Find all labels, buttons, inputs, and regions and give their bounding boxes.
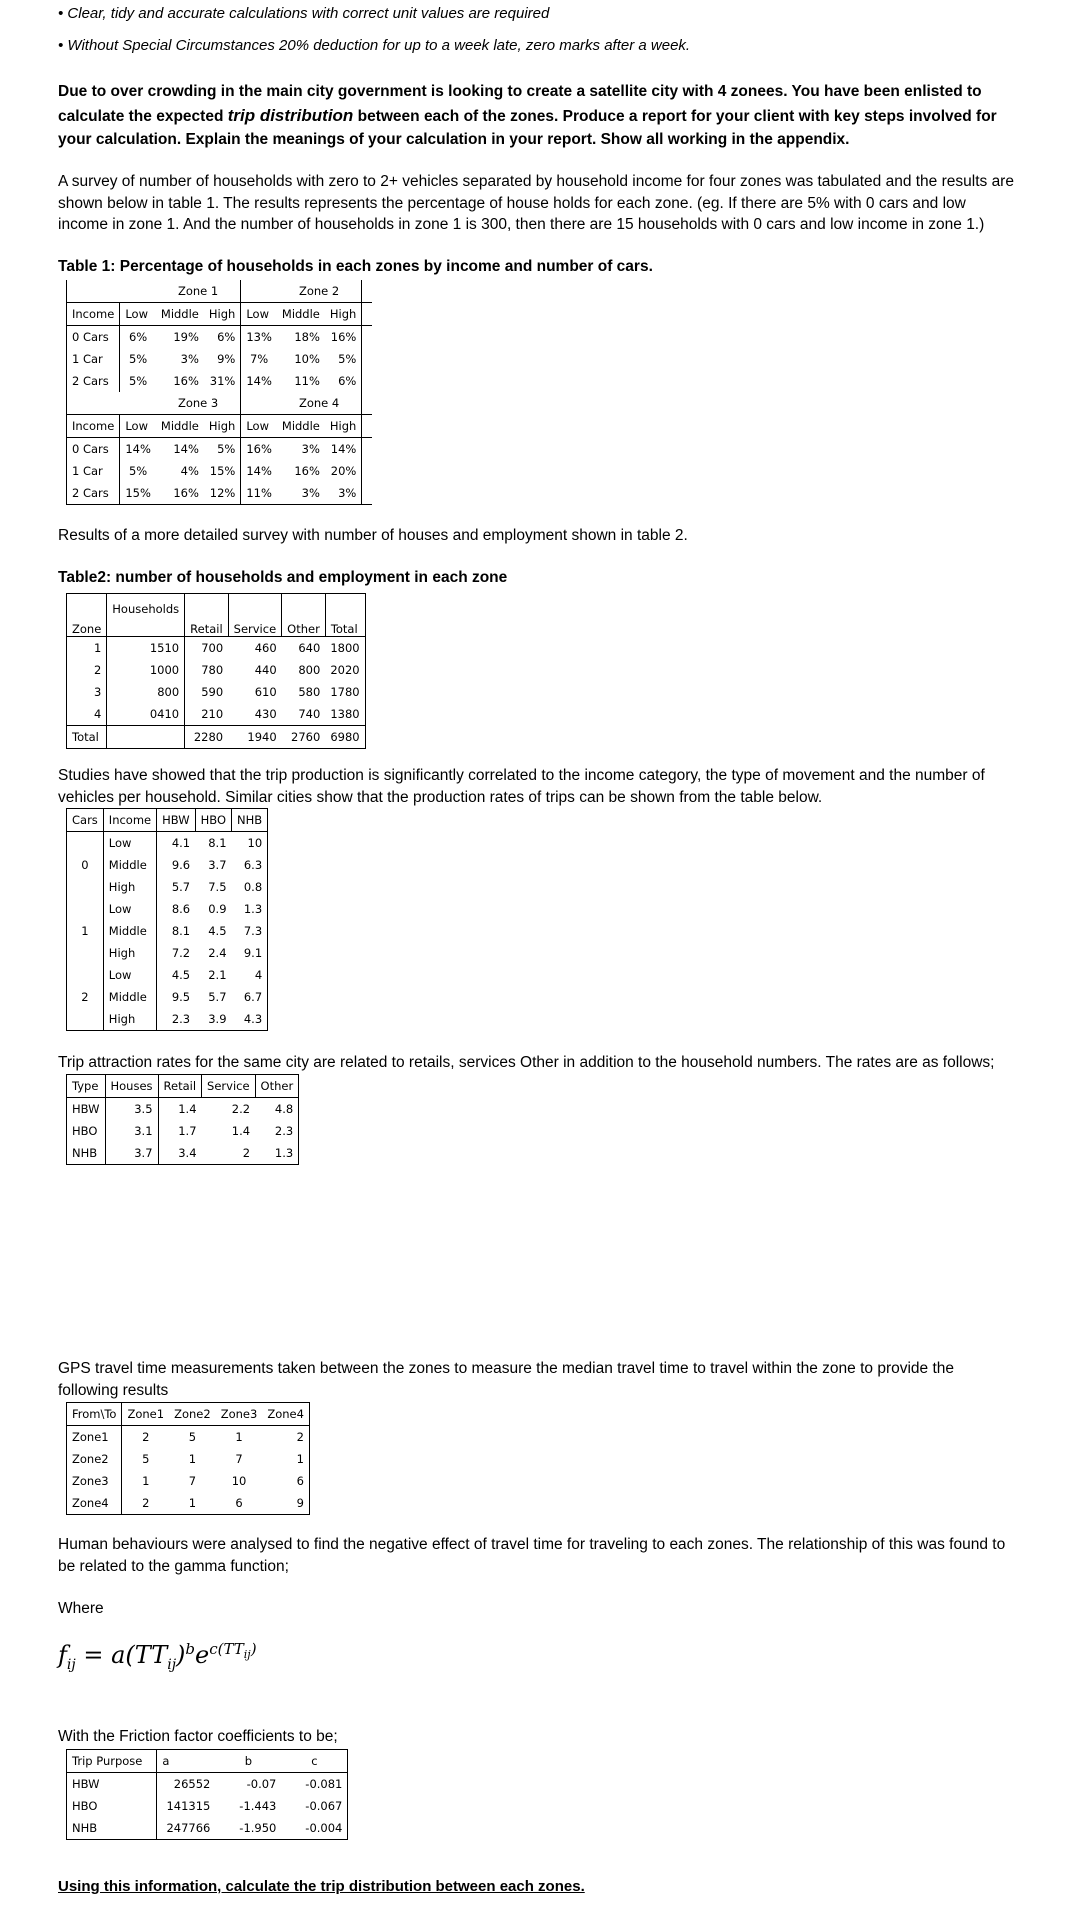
- cell: 3.7: [208, 858, 227, 872]
- col-header: Middle: [281, 307, 320, 321]
- cell: 1940: [247, 730, 277, 744]
- formula-sub: ij: [167, 1656, 177, 1673]
- cell: 1: [262, 1448, 309, 1470]
- zone-header: Zone 1: [177, 284, 219, 298]
- income-label: High: [103, 942, 156, 964]
- cell: 15%: [209, 464, 236, 478]
- cell: 10: [231, 1474, 247, 1488]
- cell: 9.6: [171, 858, 191, 872]
- zone-id: 2: [67, 659, 107, 681]
- col-header: Zone3: [220, 1407, 258, 1421]
- cell: 0.9: [208, 902, 227, 916]
- row-label: 0 Cars: [67, 326, 120, 349]
- cell: 2.3: [255, 1120, 299, 1142]
- col-header: Houses: [105, 1075, 158, 1098]
- friction-coefficients-table: [66, 1749, 348, 1840]
- col-header: Retail: [158, 1075, 202, 1098]
- formula-f: f: [58, 1641, 67, 1669]
- cell: 2.2: [231, 1102, 251, 1116]
- table1-households-by-income: [66, 280, 372, 505]
- gps-description: GPS travel time measurements taken between the zones to measure the median travel time to travel within the zone to provide the following results: [58, 1360, 955, 1399]
- col-header: Zone1: [127, 1407, 165, 1421]
- col-header: Income: [67, 303, 120, 326]
- cell: 590: [201, 685, 224, 699]
- cell: 8.1: [171, 924, 191, 938]
- cell: 2020: [325, 659, 365, 681]
- cell: 1.4: [231, 1124, 251, 1138]
- cell: 16%: [325, 326, 362, 349]
- cell: 3.1: [105, 1120, 158, 1142]
- cell: 6%: [217, 330, 236, 344]
- cell: 1780: [325, 681, 365, 703]
- cell: 740: [298, 707, 321, 721]
- cell: 141315: [166, 1799, 211, 1813]
- final-instruction: Using this information, calculate the trip distribution between each zones.: [58, 1878, 585, 1895]
- cell: 247766: [166, 1821, 211, 1835]
- zone-header: Zone 4: [298, 396, 340, 410]
- col-header: Households: [107, 594, 185, 637]
- cell: 3.5: [105, 1098, 158, 1121]
- col-header: Service: [228, 594, 282, 637]
- cell: 14%: [325, 438, 362, 461]
- cell: 2: [242, 1146, 251, 1160]
- col-header: Cars: [67, 809, 104, 832]
- purpose-label: HBW: [67, 1773, 157, 1796]
- bullet-accuracy: • Clear, tidy and accurate calculations with correct unit values are required: [58, 5, 550, 22]
- income-label: Middle: [103, 986, 156, 1008]
- cars-count: 0: [67, 854, 104, 876]
- cell: 1: [188, 1496, 197, 1510]
- cell: 7%: [241, 348, 277, 370]
- col-header: a: [162, 1754, 170, 1768]
- type-label: HBW: [67, 1098, 106, 1121]
- cell: 3.4: [178, 1146, 197, 1160]
- type-label: NHB: [67, 1142, 106, 1165]
- col-header: Low: [125, 419, 148, 433]
- cell: 2: [142, 1496, 150, 1510]
- cell: 5: [188, 1430, 197, 1444]
- trip-attraction-rates-table: [66, 1074, 299, 1165]
- col-header: From\To: [67, 1403, 122, 1426]
- table1-title: Table 1: Percentage of households in each zones by income and number of cars.: [58, 258, 653, 275]
- formula-exp-c: c(TT: [209, 1640, 244, 1658]
- col-header: Zone: [67, 594, 107, 637]
- row-label: Zone2: [67, 1448, 122, 1470]
- col-header: Service: [202, 1075, 256, 1098]
- row-label: Zone3: [67, 1470, 122, 1492]
- cell: 1.3: [232, 898, 268, 920]
- cars-count: 2: [67, 986, 104, 1008]
- formula-sub: ij: [66, 1656, 76, 1673]
- cell: 6: [235, 1496, 243, 1510]
- col-header: Middle: [281, 419, 320, 433]
- col-header: Other: [282, 594, 326, 637]
- cell: 800: [107, 681, 185, 703]
- cell: 1.4: [178, 1102, 197, 1116]
- cell: 7.3: [232, 920, 268, 942]
- col-header: High: [325, 415, 362, 438]
- cell: 2.4: [208, 946, 227, 960]
- cell: 16%: [173, 486, 199, 500]
- row-label: 1 Car: [67, 348, 120, 370]
- cell: 20%: [325, 460, 362, 482]
- attraction-description: Trip attraction rates for the same city are related to retails, services Other in addition to the household numbers. The rates are as follows;: [58, 1054, 995, 1071]
- cell: 6%: [128, 330, 148, 344]
- zone-id: 3: [67, 681, 107, 703]
- cell: 12%: [209, 486, 236, 500]
- cell: 440: [254, 663, 277, 677]
- table1-block-zones-3-4: [67, 392, 373, 505]
- cell: 14%: [241, 370, 277, 392]
- col-header: Middle: [160, 419, 199, 433]
- cell: 5: [142, 1452, 150, 1466]
- cell: 1.3: [255, 1142, 299, 1165]
- cell: 6980: [325, 726, 365, 749]
- survey-description: A survey of number of households with zero to 2+ vehicles separated by household income for four zones was tabulated and the results are shown below in table 1. The results represents the percentage of house holds for each zone. (eg. If there are 5% with 0 cars and low income in zone 1. And the number of households in zone 1 is 300, then there are 15 households with 0 cars and low income in zone 1.): [58, 173, 1014, 233]
- cell: 460: [254, 641, 277, 655]
- cell: 19%: [173, 330, 199, 344]
- cell: 14%: [173, 442, 199, 456]
- cell: 2: [142, 1430, 150, 1444]
- cell: 7: [235, 1452, 243, 1466]
- cell: 3.9: [208, 1012, 227, 1026]
- cell: 4.3: [232, 1008, 268, 1031]
- formula-exp-close: ): [250, 1640, 257, 1658]
- formula-exp-b: b: [185, 1640, 196, 1658]
- zone-header: Zone 2: [298, 284, 340, 298]
- cell: 26552: [173, 1777, 211, 1791]
- cell: -1.950: [239, 1821, 277, 1835]
- cell: [107, 726, 185, 749]
- task-statement: [58, 80, 1018, 152]
- cell: 10: [232, 832, 268, 855]
- cell: 780: [201, 663, 224, 677]
- formula-eq: = a(TT: [75, 1641, 168, 1669]
- cell: 5%: [217, 442, 236, 456]
- cell: 9.1: [232, 942, 268, 964]
- cell: -0.004: [281, 1817, 348, 1840]
- cell: -0.081: [281, 1773, 348, 1796]
- col-header: Middle: [160, 307, 199, 321]
- cell: 4.5: [208, 924, 227, 938]
- zone-header: Zone 3: [177, 396, 219, 410]
- col-header: Low: [241, 415, 277, 438]
- col-header: Zone2: [174, 1407, 211, 1421]
- cell: 5.7: [208, 990, 227, 1004]
- cell: 11%: [294, 374, 320, 388]
- cell: 0.8: [232, 876, 268, 898]
- cell: 13%: [241, 326, 277, 349]
- cell: 3%: [301, 486, 320, 500]
- cell: 14%: [241, 460, 277, 482]
- cell: -1.443: [239, 1799, 277, 1813]
- cell: -0.07: [246, 1777, 277, 1791]
- cell: 9.5: [171, 990, 191, 1004]
- cell: 16%: [173, 374, 199, 388]
- col-header: High: [208, 419, 236, 433]
- cell: 0410: [107, 703, 185, 726]
- cell: 4.5: [171, 968, 191, 982]
- cell: 7: [188, 1474, 197, 1488]
- cell: 14%: [125, 442, 151, 456]
- cell: 7.5: [208, 880, 227, 894]
- results-description: Results of a more detailed survey with number of houses and employment shown in table 2.: [58, 527, 688, 544]
- income-label: Middle: [103, 854, 156, 876]
- row-label: 2 Cars: [67, 482, 120, 505]
- col-header: Retail: [185, 594, 229, 637]
- income-label: High: [103, 876, 156, 898]
- cell: 9: [262, 1492, 309, 1515]
- col-header: Zone4: [262, 1403, 309, 1426]
- row-label: Zone1: [67, 1426, 122, 1449]
- cell: 5%: [128, 464, 148, 478]
- purpose-label: NHB: [67, 1817, 157, 1840]
- cell: 4.8: [255, 1098, 299, 1121]
- cell: 2.1: [208, 968, 227, 982]
- col-header: HBO: [195, 809, 231, 832]
- zone-id: 4: [67, 703, 107, 726]
- col-header: NHB: [232, 809, 268, 832]
- income-label: Middle: [103, 920, 156, 942]
- trip-production-rates-table: [66, 808, 268, 1031]
- income-label: High: [103, 1008, 156, 1031]
- cell: 6.3: [232, 854, 268, 876]
- cell: 2: [262, 1426, 309, 1449]
- human-behaviour-description: Human behaviours were analysed to find the negative effect of travel time for traveling to each zones. The relationship of this was found to be related to the gamma function;: [58, 1536, 1006, 1575]
- cell: 5%: [325, 348, 362, 370]
- task-part1: Due to over crowding in the main city government is looking to create a satellite city with 4 zonees. You have been enlisted to calculate the expected: [58, 83, 982, 125]
- cell: 11%: [241, 482, 277, 505]
- cell: 1.7: [178, 1124, 197, 1138]
- table2-title: Table2: number of households and employment in each zone: [58, 569, 508, 586]
- cell: 5%: [128, 374, 148, 388]
- zone-id: 1: [67, 637, 107, 660]
- task-emphasis: trip distribution: [227, 105, 354, 125]
- cell: 700: [201, 641, 224, 655]
- col-header: b: [244, 1754, 253, 1768]
- cell: 15%: [125, 486, 151, 500]
- cell: 8.1: [208, 836, 227, 850]
- row-label: 2 Cars: [67, 370, 120, 392]
- task-part2: between each of the zones. Produce a report for your client with key steps involved for your calculation. Explain the meanings of your calculation in your report. Show all working in the appendix.: [58, 107, 997, 148]
- col-header: Low: [241, 303, 277, 326]
- cell: 3%: [325, 482, 362, 505]
- friction-description: With the Friction factor coefficients to be;: [58, 1728, 338, 1745]
- col-header: Income: [67, 415, 120, 438]
- cell: 18%: [294, 330, 320, 344]
- cell: 31%: [209, 374, 236, 388]
- col-header: Other: [255, 1075, 299, 1098]
- cell: 1380: [325, 703, 365, 726]
- cell: 16%: [241, 438, 277, 461]
- cell: 1800: [325, 637, 365, 660]
- cell: 210: [201, 707, 224, 721]
- cell: 3%: [301, 442, 320, 456]
- cell: 800: [298, 663, 321, 677]
- cell: 1: [188, 1452, 197, 1466]
- col-header: Trip Purpose: [67, 1750, 157, 1773]
- cell: -0.067: [281, 1795, 348, 1817]
- purpose-label: HBO: [67, 1795, 157, 1817]
- gamma-function-formula: [58, 1640, 257, 1673]
- row-label: 1 Car: [67, 460, 120, 482]
- col-header: c: [281, 1750, 348, 1773]
- table1-block-zones-1-2: [67, 280, 373, 392]
- cell: 1510: [107, 637, 185, 660]
- type-label: HBO: [67, 1120, 106, 1142]
- cell: 1: [235, 1430, 243, 1444]
- income-label: Low: [103, 964, 156, 986]
- income-label: Low: [103, 832, 156, 855]
- cars-count: 1: [67, 920, 104, 942]
- cell: 3.7: [105, 1142, 158, 1165]
- formula-close: ): [176, 1641, 186, 1669]
- table2-households-employment: [66, 593, 366, 749]
- cell: 2.3: [171, 1012, 191, 1026]
- cell: 9%: [217, 352, 236, 366]
- col-header: HBW: [157, 809, 196, 832]
- cell: 430: [254, 707, 277, 721]
- cell: 5%: [128, 352, 148, 366]
- studies-description: Studies have showed that the trip production is significantly correlated to the income category, the type of movement and the number of vehicles per household. Similar cities show that the production rates of trips can be shown from the table below.: [58, 767, 985, 806]
- cell: 8.6: [171, 902, 191, 916]
- row-label: Zone4: [67, 1492, 122, 1515]
- cell: 610: [254, 685, 277, 699]
- cell: 6%: [325, 370, 362, 392]
- formula-sub: ij: [243, 1648, 251, 1661]
- row-label: 0 Cars: [67, 438, 120, 461]
- cell: 10%: [294, 352, 320, 366]
- cell: 4%: [180, 464, 199, 478]
- cell: 580: [298, 685, 321, 699]
- cell: 4.1: [171, 836, 191, 850]
- col-header: Total: [325, 594, 365, 637]
- where-label: Where: [58, 1600, 104, 1617]
- total-label: Total: [67, 726, 107, 749]
- bullet-late-penalty: • Without Special Circumstances 20% deduction for up to a week late, zero marks after a week.: [58, 37, 691, 54]
- cell: 16%: [294, 464, 320, 478]
- cell: 2280: [193, 730, 224, 744]
- cell: 7.2: [171, 946, 191, 960]
- cell: 1000: [107, 659, 185, 681]
- col-header: Low: [125, 307, 148, 321]
- formula-e: e: [195, 1641, 210, 1669]
- col-header: High: [208, 307, 236, 321]
- cell: 6.7: [232, 986, 268, 1008]
- cell: 6: [262, 1470, 309, 1492]
- cell: 1: [142, 1474, 150, 1488]
- col-header: Income: [103, 809, 156, 832]
- cell: 5.7: [171, 880, 191, 894]
- travel-time-matrix: [66, 1402, 310, 1515]
- cell: 2760: [291, 730, 321, 744]
- col-header: High: [325, 303, 362, 326]
- cell: 3%: [180, 352, 199, 366]
- col-header: Type: [67, 1075, 106, 1098]
- income-label: Low: [103, 898, 156, 920]
- cell: 4: [232, 964, 268, 986]
- cell: 640: [298, 641, 321, 655]
